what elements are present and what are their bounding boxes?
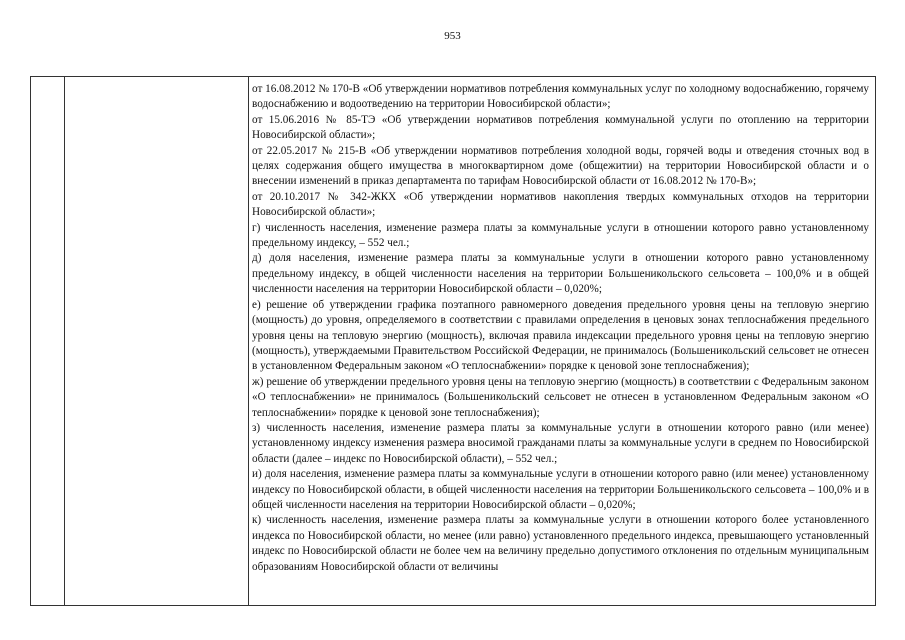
paragraph: е) решение об утверждении графика поэтапного равномерного доведения предельного уровня цены на тепловую энергию (мощность) до уровня, определяемого в соответствии с правилами определения в ценовых зонах теплоснабжения предельного уровня цены на тепловую энергию (мощность), включая правила индексации предельного уровня цены на тепловую энергию (мощность), утверждаемыми Правительством Российской Федерации, не принималось (Большеникольский сельсовет не отнесен в установленном Федеральным законом «О теплоснабжении» порядке к ценовой зоне теплоснабжения); [252,298,869,373]
paragraph: от 15.06.2016 № 85-ТЭ «Об утверждении нормативов потребления коммунальной услуги по отоплению на территории Новосибирской области»; [252,113,869,142]
text-cell [252,82,869,605]
page-number: 953 [444,30,461,42]
paragraph: от 16.08.2012 № 170-В «Об утверждении нормативов потребления коммунальных услуг по холодному водоснабжению, горячему водоснабжению и водоотведению на территории Новосибирской области»; [252,83,869,111]
column-divider-1 [64,77,65,605]
paragraph: д) доля населения, изменение размера платы за коммунальные услуги в отношении которого равно установленному предельному индексу, в общей численности населения на территории Большеникольского сельсовета – 100,0% и в общей численности населения на территории Новосибирской области – 0,020%; [252,252,869,296]
paragraph: г) численность населения, изменение размера платы за коммунальные услуги в отношении которого равно установленному предельному индексу, – 552 чел.; [252,221,869,250]
column-divider-2 [248,77,249,605]
document-table [30,76,876,606]
paragraph: з) численность населения, изменение размера платы за коммунальные услуги в отношении которого равно (или менее) установленному индексу изменения размера вносимой гражданами платы за коммунальные услуги в среднем по Новосибирской области (далее – индекс по Новосибирской области), – 552 чел.; [252,421,869,465]
paragraph: от 22.05.2017 № 215-В «Об утверждении нормативов потребления холодной воды, горячей воды и отведения сточных вод в целях содержания общего имущества в многоквартирном доме (общежитии) на территории Новосибирской области и о внесении изменений в приказ департамента по тарифам Новосибирской области от 16.08.2012 № 170-В»; [252,144,869,188]
paragraph: ж) решение об утверждении предельного уровня цены на тепловую энергию (мощность) в соответствии с Федеральным законом «О теплоснабжении» не принималось (Большеникольский сельсовет не отнесен в установленном Федеральным законом «О теплоснабжении» порядке к ценовой зоне теплоснабжения); [252,375,869,419]
paragraph: к) численность населения, изменение размера платы за коммунальные услуги в отношении которого более установленного индекса по Новосибирской области, но менее (или равно) установленного предельного индекса, превышающего установленный индекс по Новосибирской области не более чем на величину предельно допустимого отклонения по отдельным муниципальным образованиям Новосибирской области от величины [252,514,869,573]
paragraph: и) доля населения, изменение размера платы за коммунальные услуги в отношении которого равно (или менее) установленному индексу по Новосибирской области, в общей численности населения на территории Большеникольского сельсовета – 100,0% и в общей численности населения на территории Новосибирской области – 0,020%; [252,468,869,511]
paragraph: от 20.10.2017 № 342-ЖКХ «Об утверждении нормативов накопления твердых коммунальных отходов на территории Новосибирской области»; [252,190,869,219]
